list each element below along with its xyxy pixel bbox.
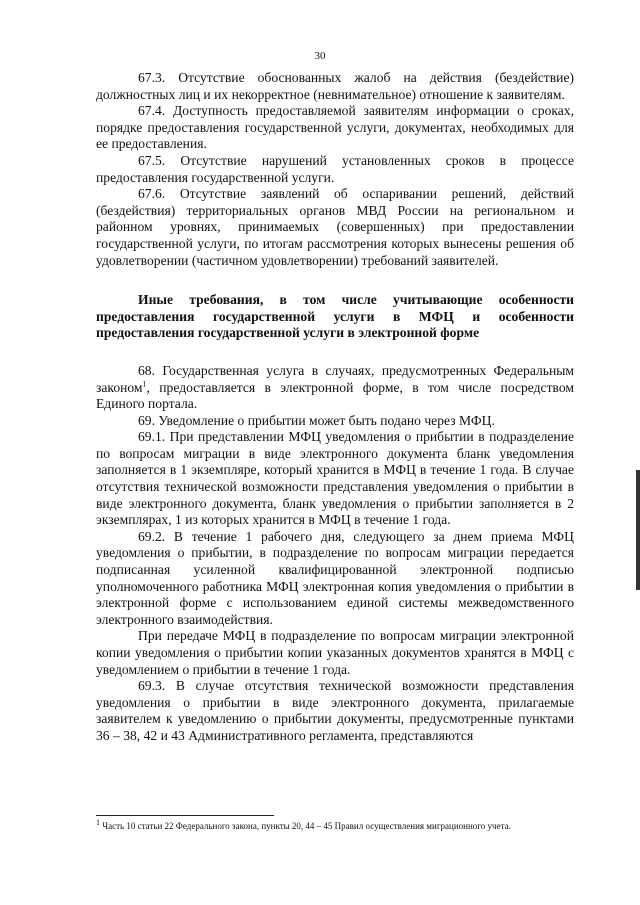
paragraph-68	[96, 363, 574, 413]
footnote-divider	[96, 815, 274, 816]
scan-edge-mark	[636, 470, 640, 590]
paragraph-69: 69. Уведомление о прибытии может быть подано через МФЦ.	[138, 412, 495, 428]
paragraph-68-text-a: 68. Государственная услуга в случаях, предусмотренных Федеральным законом	[96, 362, 574, 395]
paragraph-69-1: 69.1. При представлении МФЦ уведомления о прибытии в подразделение по вопросам миграции в виде электронного документа бланк уведомления заполняется в 1 экземпляре, который хранится в МФЦ в течение 1 года. В случае отсутствия технической возможности представления уведомления о прибытии в виде электронного документа, бланк уведомления о прибытии заполняется в 2 экземплярах, 1 из которых хранится в МФЦ в течение 1 года.	[96, 429, 574, 528]
paragraph-69-3: 69.3. В случае отсутствия технической возможности представления уведомления о прибытии в виде электронного документа, прилагаемые заявителем к уведомлению о прибытии документы, предусмотренные пунктами 36 – 38, 42 и 43 Административного регламента, представляются	[96, 678, 574, 743]
footnote	[96, 820, 574, 832]
paragraph-68-text-b: , предоставляется в электронной форме, в том числе посредством Единого портала.	[96, 379, 574, 412]
paragraph-69-2-continued: При передаче МФЦ в подразделение по вопросам миграции электронной копии уведомления о прибытии копии указанных документов хранятся в МФЦ с уведомлением о прибытии в течение 1 года.	[96, 628, 574, 677]
page-number: 30	[314, 50, 326, 62]
footnote-mark: 1	[96, 818, 100, 827]
paragraph-67-6: 67.6. Отсутствие заявлений об оспаривании решений, действий (бездействия) территориальных органов МВД России на региональном и районном уровнях, принимаемых (совершенных) при предоставлении государственной услуги, по итогам рассмотрения которых вынесены решения об удовлетворении (частичном удовлетворении) требований заявителей.	[96, 186, 574, 268]
paragraph-67-5: 67.5. Отсутствие нарушений установленных сроков в процессе предоставления государственной услуги.	[96, 152, 574, 185]
paragraph-69-2: 69.2. В течение 1 рабочего дня, следующего за днем приема МФЦ уведомления о прибытии, в подразделение по вопросам миграции передается подписанная усиленной квалифицированной электронной подписью уполномоченного работника МФЦ электронная копия уведомления о прибытии в электронной форме с использованием единой системы межведомственного электронного взаимодействия.	[96, 528, 574, 627]
footnote-reference: 1	[142, 378, 147, 388]
document-body	[96, 70, 574, 745]
footnote-text: Часть 10 статьи 22 Федерального закона, пункты 20, 44 – 45 Правил осуществления миграционного учета.	[100, 821, 511, 831]
section-heading: Иные требования, в том числе учитывающие особенности предоставления государственной услуги в МФЦ и особенности предоставления государственной услуги в электронной форме	[96, 292, 574, 341]
paragraph-67-4: 67.4. Доступность предоставляемой заявителям информации о сроках, порядке предоставления государственной услуги, документах, необходимых для ее предоставления.	[96, 103, 574, 152]
paragraph-67-3: 67.3. Отсутствие обоснованных жалоб на действия (бездействие) должностных лиц и их некорректное (невнимательное) отношение к заявителям.	[96, 70, 574, 102]
